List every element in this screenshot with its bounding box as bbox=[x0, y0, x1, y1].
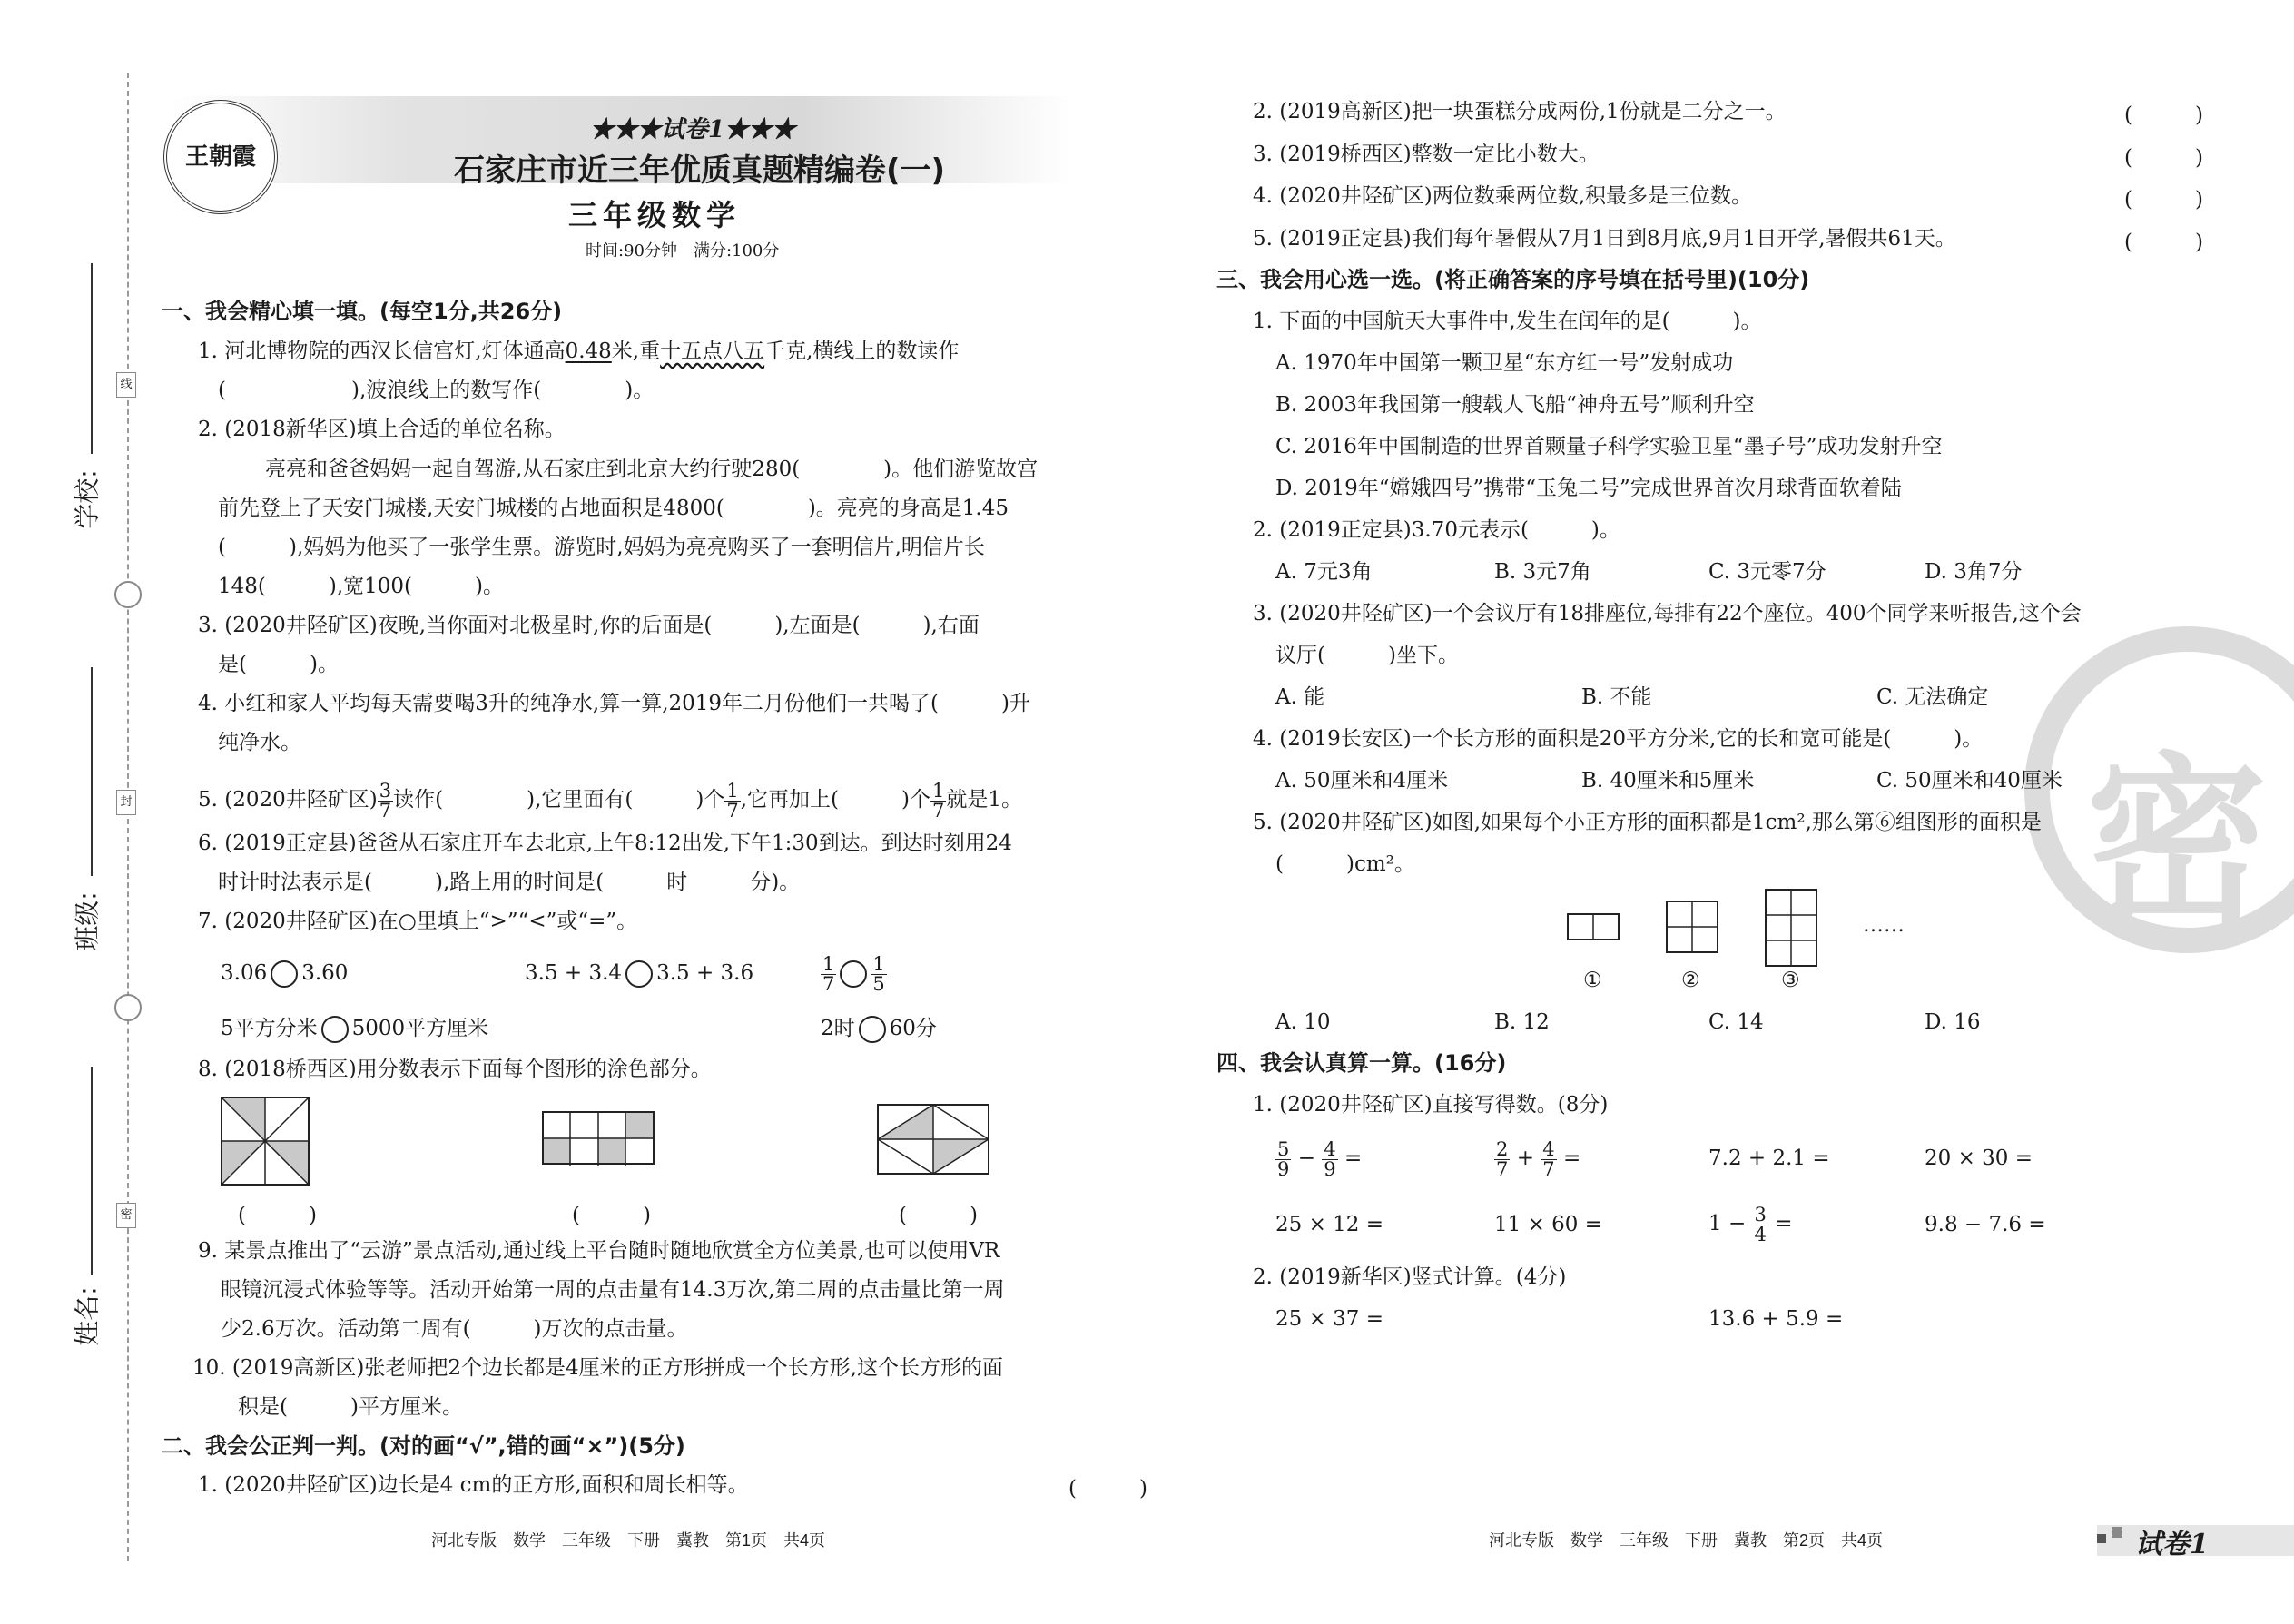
choice-2-question: 2. (2019正定县)3.70元表示( )。 bbox=[1253, 518, 1620, 542]
choice-5-ellipsis: …… bbox=[1863, 913, 1905, 937]
choice-5-figure-2 bbox=[1666, 901, 1718, 953]
publisher-logo bbox=[163, 100, 278, 214]
q8-head: 8. (2018桥西区)用分数表示下面每个图形的涂色部分。 bbox=[198, 1058, 712, 1081]
section-3-title: 三、我会用心选一选。(将正确答案的序号填在括号里)(10分) bbox=[1216, 267, 1810, 292]
choice-1-option-b: B. 2003年我国第一艘载人飞船“神舟五号”顺利升空 bbox=[1275, 393, 1755, 417]
q7-compare-b: 3.5 + 3.4 3.5 + 3.6 bbox=[525, 960, 753, 988]
q8-figure-square-triangles bbox=[221, 1097, 310, 1186]
choice-5-figure-1 bbox=[1567, 913, 1620, 940]
section-1-title: 一、我会精心填一填。(每空1分,共26分) bbox=[162, 299, 563, 324]
choice-5-figure-3 bbox=[1765, 889, 1817, 967]
binding-hole-1 bbox=[114, 581, 142, 608]
q7-head: 7. (2020井陉矿区)在○里填上“>”“<”或“=”。 bbox=[198, 910, 638, 933]
judge-3-answer: ( ) bbox=[2124, 146, 2203, 170]
compare-circle bbox=[859, 1016, 886, 1043]
q8-answer-3: ( ) bbox=[899, 1204, 978, 1227]
choice-4-question: 4. (2019长安区)一个长方形的面积是20平方分米,它的长和宽可能是( )。 bbox=[1253, 727, 1984, 751]
corner-tag-mark bbox=[2112, 1527, 2122, 1538]
calc-item-8: 9.8 − 7.6 = bbox=[1925, 1213, 2046, 1236]
choice-3-line-1: 3. (2020井陉矿区)一个会议厅有18排座位,每排有22个座位。400个同学来听报告,这个会 bbox=[1253, 602, 2082, 625]
choice-3-line-2: 议厅( )坐下。 bbox=[1275, 644, 1459, 667]
q9-line-1: 9. 某景点推出了“云游”景点活动,通过线上平台随时随地欣赏全方位美景,也可以使用VR bbox=[198, 1239, 1000, 1263]
q2-line-2: 前先登上了天安门城楼,天安门城楼的占地面积是4800( )。亮亮的身高是1.45 bbox=[218, 497, 1009, 520]
choice-5-line-1: 5. (2020井陉矿区)如图,如果每个小正方形的面积都是1cm²,那么第⑥组图形的面积是 bbox=[1253, 811, 2042, 834]
judge-2: 2. (2019高新区)把一块蛋糕分成两份,1份就是二分之一。 bbox=[1253, 100, 1787, 123]
corner-tag-mark bbox=[2097, 1534, 2106, 1543]
choice-2-option-d: D. 3角7分 bbox=[1925, 560, 2023, 584]
calc-vertical-2: 13.6 + 5.9 = bbox=[1708, 1307, 1844, 1331]
q2-head: 2. (2018新华区)填上合适的单位名称。 bbox=[198, 418, 566, 441]
calc-2-head: 2. (2019新华区)竖式计算。(4分) bbox=[1253, 1265, 1567, 1289]
fraction: $\frac{4}{7}$ bbox=[1542, 1137, 1555, 1180]
choice-5-option-d: D. 16 bbox=[1925, 1010, 1981, 1034]
calc-item-7: 1 − $\frac{3}{4}$ = bbox=[1708, 1203, 1793, 1245]
calc-vertical-1: 25 × 37 = bbox=[1275, 1307, 1384, 1331]
choice-1-option-a: A. 1970年中国第一颗卫星“东方红一号”发射成功 bbox=[1275, 351, 1734, 375]
confidential-stamp: 密 bbox=[2024, 626, 2294, 953]
compare-circle bbox=[271, 960, 298, 988]
q8-answer-2: ( ) bbox=[572, 1204, 651, 1227]
calc-item-4: 20 × 30 = bbox=[1925, 1147, 2033, 1170]
q3-line-2: 是( )。 bbox=[218, 653, 339, 676]
choice-5-option-c: C. 14 bbox=[1708, 1010, 1764, 1034]
choice-3-option-a: A. 能 bbox=[1275, 685, 1325, 709]
school-label: 学校: bbox=[72, 469, 103, 529]
compare-circle bbox=[625, 960, 653, 988]
q9-line-2: 眼镜沉浸式体验等等。活动开始第一周的点击量有14.3万次,第二周的点击量比第一周 bbox=[221, 1278, 1005, 1302]
choice-1-option-d: D. 2019年“嫦娥四号”携带“玉兔二号”完成世界首次月球背面软着陆 bbox=[1275, 477, 1902, 500]
calc-item-6: 11 × 60 = bbox=[1494, 1213, 1603, 1236]
q10-line-1: 10. (2019高新区)张老师把2个边长都是4厘米的正方形拼成一个长方形,这个长方形的面 bbox=[192, 1356, 1003, 1380]
q6-line-2: 时计时法表示是( ),路上用的时间是( 时 分)。 bbox=[218, 871, 801, 894]
q3-line-1: 3. (2020井陉矿区)夜晚,当你面对北极星时,你的后面是( ),左面是( ),右面 bbox=[198, 614, 980, 637]
judge-1: 1. (2020井陉矿区)边长是4 cm的正方形,面积和周长相等。 bbox=[198, 1473, 749, 1497]
choice-2-option-c: C. 3元零7分 bbox=[1708, 560, 1826, 584]
judge-5-answer: ( ) bbox=[2124, 231, 2203, 254]
section-4-title: 四、我会认真算一算。(16分) bbox=[1216, 1050, 1507, 1076]
choice-5-option-a: A. 10 bbox=[1275, 1010, 1331, 1034]
judge-1-answer: ( ) bbox=[1068, 1477, 1147, 1501]
judge-3: 3. (2019桥西区)整数一定比小数大。 bbox=[1253, 143, 1600, 166]
corner-tag: 试卷1 bbox=[2135, 1529, 2209, 1560]
q2-line-1: 亮亮和爸爸妈妈一起自驾游,从石家庄到北京大约行驶280( )。他们游览故宫 bbox=[265, 458, 1039, 481]
judge-5: 5. (2019正定县)我们每年暑假从7月1日到8月底,9月1日开学,暑假共61天。 bbox=[1253, 227, 1956, 251]
name-write-line bbox=[91, 1067, 93, 1275]
choice-5-label-2: ② bbox=[1681, 969, 1700, 992]
choice-2-option-a: A. 7元3角 bbox=[1275, 560, 1373, 584]
class-label: 班级: bbox=[72, 891, 103, 951]
calc-item-1: $\frac{5}{9}$ − $\frac{4}{9}$ = bbox=[1277, 1137, 1363, 1180]
judge-4: 4. (2020井陉矿区)两位数乘两位数,积最多是三位数。 bbox=[1253, 184, 1753, 208]
choice-5-option-b: B. 12 bbox=[1494, 1010, 1550, 1034]
q9-line-3: 少2.6万次。活动第二周有( )万次的点击量。 bbox=[221, 1317, 688, 1341]
paper-subtitle: 三年级数学 bbox=[568, 198, 742, 232]
choice-1-option-c: C. 2016年中国制造的世界首颗量子科学实验卫星“墨子号”成功发射升空 bbox=[1275, 435, 1943, 458]
compare-circle bbox=[840, 960, 867, 988]
fraction: $\frac{1}{7}$ bbox=[726, 779, 739, 822]
judge-2-answer: ( ) bbox=[2124, 103, 2203, 127]
q8-answer-1: ( ) bbox=[238, 1204, 317, 1227]
fraction: $\frac{3}{7}$ bbox=[379, 779, 392, 822]
q1-line-1: 1. 河北博物院的西汉长信宫灯,灯体通高0.48米,重十五点八五千克,横线上的数读作 bbox=[198, 340, 960, 363]
fraction: $\frac{4}{9}$ bbox=[1324, 1137, 1336, 1180]
choice-2-option-b: B. 3元7角 bbox=[1494, 560, 1591, 584]
choice-5-label-3: ③ bbox=[1781, 969, 1800, 992]
fraction: $\frac{1}{7}$ bbox=[931, 779, 945, 822]
calc-item-5: 25 × 12 = bbox=[1275, 1213, 1384, 1236]
school-write-line bbox=[91, 263, 93, 454]
footer-left: 河北专版 数学 三年级 下册 冀教 第1页 共4页 bbox=[431, 1531, 826, 1550]
choice-5-line-2: ( )cm²。 bbox=[1275, 852, 1415, 876]
q1-line-2: ( ),波浪线上的数写作( )。 bbox=[218, 379, 655, 402]
fraction: $\frac{2}{7}$ bbox=[1496, 1137, 1509, 1180]
q7-compare-a: 3.06 3.60 bbox=[221, 960, 348, 988]
calc-1-head: 1. (2020井陉矿区)直接写得数。(8分) bbox=[1253, 1093, 1609, 1117]
paper-badge: ★★★试卷1★★★ bbox=[590, 116, 796, 143]
q2-line-3: ( ),妈妈为他买了一张学生票。游览时,妈妈为亮亮购买了一套明信片,明信片长 bbox=[218, 536, 985, 559]
compare-circle bbox=[321, 1016, 349, 1043]
calc-item-2: $\frac{2}{7}$ + $\frac{4}{7}$ = bbox=[1496, 1137, 1581, 1180]
choice-3-option-b: B. 不能 bbox=[1581, 685, 1652, 709]
paper-title: 石家庄市近三年优质真题精编卷(一) bbox=[454, 153, 946, 189]
choice-5-label-1: ① bbox=[1583, 969, 1602, 992]
paper-meta: 时间:90分钟 满分:100分 bbox=[586, 241, 780, 261]
q8-figure-grid-rectangle bbox=[542, 1111, 655, 1166]
seal-mark-feng: 封 bbox=[116, 790, 136, 815]
choice-1-question: 1. 下面的中国航天大事件中,发生在闰年的是( )。 bbox=[1253, 310, 1762, 333]
section-2-title: 二、我会公正判一判。(对的画“√”,错的画“×”)(5分) bbox=[162, 1433, 685, 1459]
q8-figure-diamond-rectangle bbox=[877, 1104, 989, 1175]
q7-compare-d: 5平方分米 5000平方厘米 bbox=[221, 1015, 488, 1043]
calc-item-3: 7.2 + 2.1 = bbox=[1708, 1147, 1830, 1170]
choice-3-option-c: C. 无法确定 bbox=[1876, 685, 1989, 709]
q4-line-1: 4. 小红和家人平均每天需要喝3升的纯净水,算一算,2019年二月份他们一共喝了( )升 bbox=[198, 692, 1030, 715]
name-label: 姓名: bbox=[72, 1286, 103, 1346]
binding-hole-2 bbox=[114, 994, 142, 1021]
q7-compare-e: 2时 60分 bbox=[821, 1015, 937, 1043]
judge-4-answer: ( ) bbox=[2124, 188, 2203, 212]
fraction: $\frac{3}{4}$ bbox=[1754, 1203, 1767, 1245]
seal-mark-xian: 线 bbox=[116, 372, 136, 398]
q2-line-4: 148( ),宽100( )。 bbox=[218, 575, 505, 598]
choice-4-option-c: C. 50厘米和40厘米 bbox=[1876, 769, 2063, 792]
q10-line-2: 积是( )平方厘米。 bbox=[238, 1395, 463, 1419]
footer-right: 河北专版 数学 三年级 下册 冀教 第2页 共4页 bbox=[1489, 1531, 1884, 1550]
q4-line-2: 纯净水。 bbox=[218, 731, 301, 754]
logo-text: 王朝霞 bbox=[184, 143, 256, 171]
class-write-line bbox=[91, 667, 93, 876]
fraction: $\frac{1}{5}$ bbox=[872, 952, 885, 995]
q6-line-1: 6. (2019正定县)爸爸从石家庄开车去北京,上午8:12出发,下午1:30到达。到达时刻用24 bbox=[198, 832, 1012, 855]
q7-compare-c bbox=[821, 946, 887, 1000]
q5-line: 5. (2020井陉矿区) $\frac{3}{7}$ 读作( ),它里面有( )个 $\frac{1}{7}$ ,它再加上( )个 $\frac{1}{7}$ 就是1。 bbox=[198, 779, 1022, 822]
choice-4-option-b: B. 40厘米和5厘米 bbox=[1581, 769, 1755, 792]
binding-dashed-line bbox=[127, 73, 129, 1561]
choice-4-option-a: A. 50厘米和4厘米 bbox=[1275, 769, 1449, 792]
fraction: $\frac{1}{7}$ bbox=[822, 952, 835, 995]
seal-mark-mi: 密 bbox=[116, 1203, 136, 1228]
fraction: $\frac{5}{9}$ bbox=[1277, 1137, 1290, 1180]
